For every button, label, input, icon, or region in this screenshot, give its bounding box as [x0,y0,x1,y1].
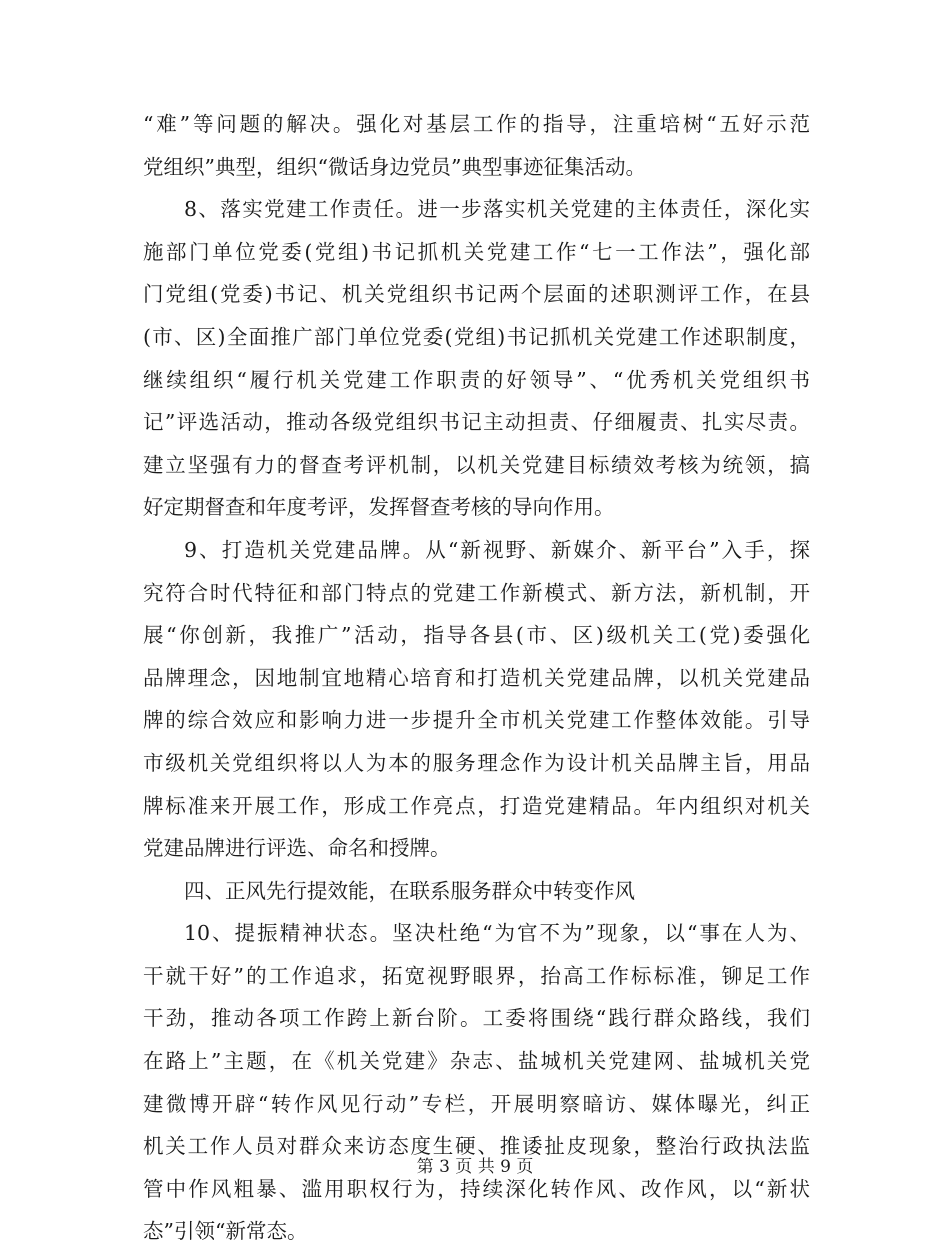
text-line: 记”评选活动，推动各级党组织书记主动担责、仔细履责、扎实尽责。 [143,410,810,435]
text-line: (市、区)全面推广部门单位党委(党组)书记抓机关党建工作述职制度， [143,324,810,349]
document-body [143,103,810,1253]
text-line: 市级机关党组织将以人为本的服务理念作为设计机关品牌主旨，用品 [143,750,810,775]
text-line: “难”等问题的解决。强化对基层工作的指导，注重培树“五好示范 [143,112,810,136]
text-line: 牌的综合效应和影响力进一步提升全市机关党建工作整体效能。引导 [143,708,810,733]
text-line: 9、打造机关党建品牌。从“新视野、新媒介、新平台”入手，探 [184,537,810,562]
text-line: 建立坚强有力的督查考评机制，以机关党建目标绩效考核为统领，搞 [143,452,810,477]
text-line: 10、提振精神状态。坚决杜绝“为官不为”现象，以“事在人为、 [184,921,810,946]
text-line: 8、落实党建工作责任。进一步落实机关党建的主体责任，深化实 [184,197,810,222]
text-line: 好定期督查和年度考评，发挥督查考核的导向作用。 [143,495,615,520]
page-number-footer: 第 3 页 共 9 页 [416,1157,534,1177]
text-line: 品牌理念，因地制宜地精心培育和打造机关党建品牌，以机关党建品 [143,665,810,690]
text-line: 管中作风粗暴、滥用职权行为，持续深化转作风、改作风，以“新状 [143,1176,810,1201]
text-line: 党建品牌进行评选、命名和授牌。 [143,836,451,861]
text-line: 建微博开辟“转作风见行动”专栏，开展明察暗访、媒体曝光，纠正 [143,1091,810,1116]
text-line: 施部门单位党委(党组)书记抓机关党建工作“七一工作法”，强化部 [143,239,810,264]
text-line: 干劲，推动各项工作跨上新台阶。工委将围绕“践行群众路线，我们 [143,1006,810,1031]
text-line: 究符合时代特征和部门特点的党建工作新模式、新方法，新机制，开 [143,580,810,605]
text-line: 党组织”典型，组织“微话身边党员”典型事迹征集活动。 [143,154,646,179]
text-line: 态”引领“新常态。 [143,1219,308,1244]
text-line: 在路上”主题，在《机关党建》杂志、盐城机关党建网、盐城机关党 [143,1049,810,1074]
text-line: 机关工作人员对群众来访态度生硬、推诿扯皮现象，整治行政执法监 [143,1134,810,1159]
text-line: 干就干好”的工作追求，拓宽视野眼界，抬高工作标标准，铆足工作 [143,963,810,988]
text-line: 四、正风先行提效能，在联系服务群众中转变作风 [184,878,635,903]
text-line: 门党组(党委)书记、机关党组织书记两个层面的述职测评工作，在县 [143,282,810,307]
text-line: 牌标准来开展工作，形成工作亮点，打造党建精品。年内组织对机关 [143,793,810,818]
text-line: 展“你创新，我推广”活动，指导各县(市、区)级机关工(党)委强化 [143,623,810,648]
text-line: 继续组织“履行机关党建工作职责的好领导”、“优秀机关党组织书 [143,367,810,392]
